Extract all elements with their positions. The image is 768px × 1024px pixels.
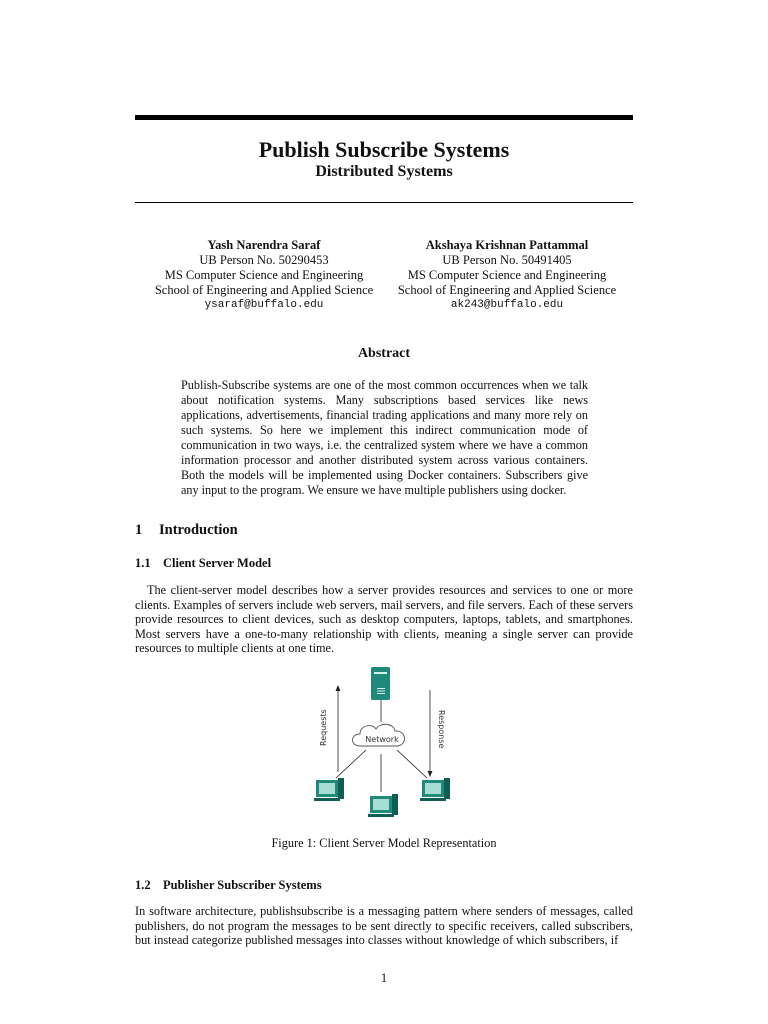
author-school: School of Engineering and Applied Science xyxy=(154,283,374,297)
author-dept: MS Computer Science and Engineering xyxy=(407,268,607,282)
author-block-2 xyxy=(377,238,637,313)
author-email[interactable]: ak243@buffalo.edu xyxy=(450,299,564,311)
client-link-line-left xyxy=(336,750,366,778)
paragraph-pubsub: In software architecture, publishsubscribe is a messaging pattern where senders of messages, called publishers, do not program the messages to be sent directly to specific receivers, called subscribers, but instead categorize published messages into classes without knowledge of which subscribers, if xyxy=(135,904,633,947)
figure-caption: Figure 1: Client Server Model Representation xyxy=(271,836,497,850)
response-label: Response xyxy=(437,710,446,749)
subsection-heading-pubsub xyxy=(135,878,322,893)
paper-title: Publish Subscribe Systems xyxy=(258,137,510,162)
client-computer-icon xyxy=(420,778,450,801)
client-link-line-right xyxy=(397,750,427,778)
subsection-heading-client-server xyxy=(135,556,271,571)
client-computer-icon xyxy=(314,778,344,801)
author-id: UB Person No. 50491405 xyxy=(442,253,572,267)
section-number: 1 xyxy=(135,522,143,538)
title-top-rule xyxy=(135,115,633,120)
abstract-heading: Abstract xyxy=(357,346,411,361)
requests-label: Requests xyxy=(319,709,328,746)
subsection-number: 1.2 xyxy=(135,878,151,892)
requests-arrow-icon xyxy=(336,685,341,772)
subsection-title: Client Server Model xyxy=(163,556,272,570)
network-cloud-icon xyxy=(353,724,405,746)
response-arrow-icon xyxy=(428,690,433,777)
author-school: School of Engineering and Applied Science xyxy=(397,283,617,297)
paragraph-client-server: The client-server model describes how a server provides resources and services to one or more clients. Examples of servers include web servers, mail servers, and file servers. Each of these servers provide resources to client devices, such as desktop computers, laptops, tablets, and smartphones. Most servers have a one-to-many relationship with clients, meaning a single server can provide resources to multiple clients at one time. xyxy=(135,583,633,655)
author-name: Akshaya Krishnan Pattammal xyxy=(425,238,589,252)
author-block-1 xyxy=(134,238,394,313)
title-bottom-rule xyxy=(135,202,633,203)
client-computer-icon xyxy=(368,794,398,817)
author-dept: MS Computer Science and Engineering xyxy=(164,268,364,282)
subsection-title: Publisher Subscriber Systems xyxy=(163,878,322,892)
section-heading-introduction xyxy=(135,522,238,539)
section-title: Introduction xyxy=(159,522,238,538)
page-number: 1 xyxy=(380,971,388,985)
server-icon xyxy=(371,667,390,700)
author-email[interactable]: ysaraf@buffalo.edu xyxy=(204,299,324,311)
subsection-number: 1.1 xyxy=(135,556,151,570)
client-server-figure xyxy=(300,664,470,826)
abstract-text: Publish-Subscribe systems are one of the most common occurrences when we talk about notification systems. Many subscriptions based services like news applications, advertisements, financial trading applications and many more rely on such systems. So here we implement this indirect communication mode of communication in two ways, i.e. the centralized system where we have a common information processor and another distributed system across various containers. Both the models will be implemented using Docker containers. Subscribers give any input to the program. We ensure we have multiple publishers using docker. xyxy=(181,378,588,497)
author-id: UB Person No. 50290453 xyxy=(199,253,329,267)
network-label: Network xyxy=(365,735,399,744)
author-name: Yash Narendra Saraf xyxy=(207,238,321,252)
paper-subtitle: Distributed Systems xyxy=(315,163,453,180)
